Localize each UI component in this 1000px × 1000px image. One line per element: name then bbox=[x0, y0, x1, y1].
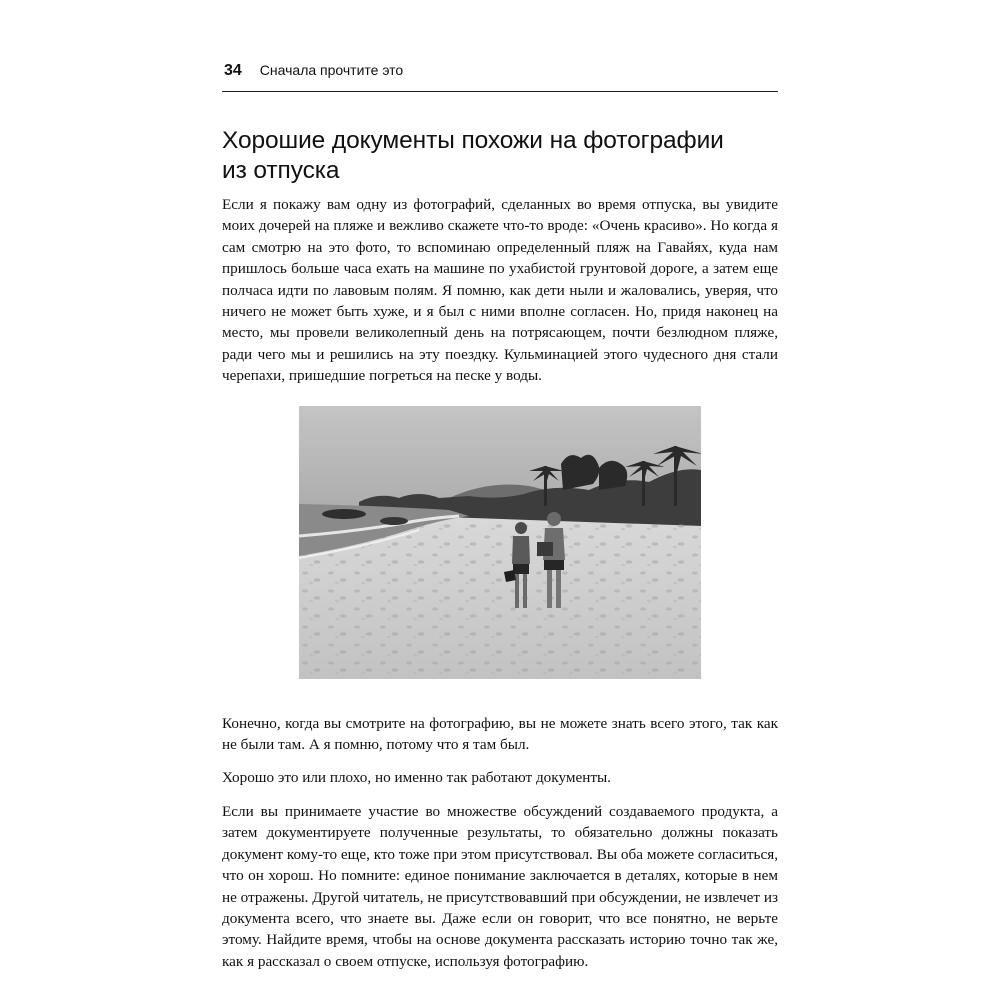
paragraph-you-were-not-there: Конечно, когда вы смотрите на фотографию, вы не можете знать всего этого, так как не были там. А я помню, потому что я там был. bbox=[222, 714, 778, 754]
section-title bbox=[222, 126, 778, 186]
paragraph-how-documents-work: Хорошо это или плохо, но именно так работают документы. bbox=[222, 769, 611, 787]
running-title: Сначала прочтите это bbox=[259, 62, 404, 78]
section-title-line-1: Хорошие документы похожи на фотографии bbox=[222, 127, 724, 154]
page-number: 34 bbox=[224, 62, 242, 79]
paragraph-shared-understanding: Если вы принимаете участие во множестве обсуждений создаваемого продукта, а затем документируете полученные результаты, то обязательно должны показать документ кому-то еще, кто тоже при этом присутствовал. Вы оба можете согласиться, что он хорош. Но помните: единое понимание заключается в деталях, которые в нем не отражены. Другой читатель, не присутствовавший при обсуждении, не извлечет из документа всего, что знаете вы. Даже если он говорит, что все понятно, не верьте этому. Найдите время, чтобы на основе документа рассказать историю точно так же, как я рассказал о своем отпуске, используя фотографию. bbox=[222, 802, 778, 970]
running-header bbox=[222, 62, 778, 92]
section-title-line-2: из отпуска bbox=[222, 157, 340, 184]
paragraph-vacation-story: Если я покажу вам одну из фотографий, сделанных во время отпуска, вы увидите моих дочерей на пляже и вежливо скажете что-то вроде: «Очень красиво». Но когда я сам смотрю на это фото, то вспоминаю определенный пляж на Гавайях, куда нам пришлось больше часа ехать на машине по ухабистой грунтовой дороге, а затем еще полчаса идти по лавовым полям. Я помню, как дети ныли и жаловались, уверяя, что ничего не может быть хуже, и я был с ними вполне согласен. Но, придя наконец на место, мы провели великолепный день на потрясающем, почти безлюдном пляже, ради чего мы и решились на эту поездку. Кульминацией этого чудесного дня стали черепахи, пришедшие погреться на песке у воды. bbox=[222, 196, 778, 385]
book-page bbox=[222, 62, 778, 984]
beach-photo bbox=[299, 406, 701, 679]
